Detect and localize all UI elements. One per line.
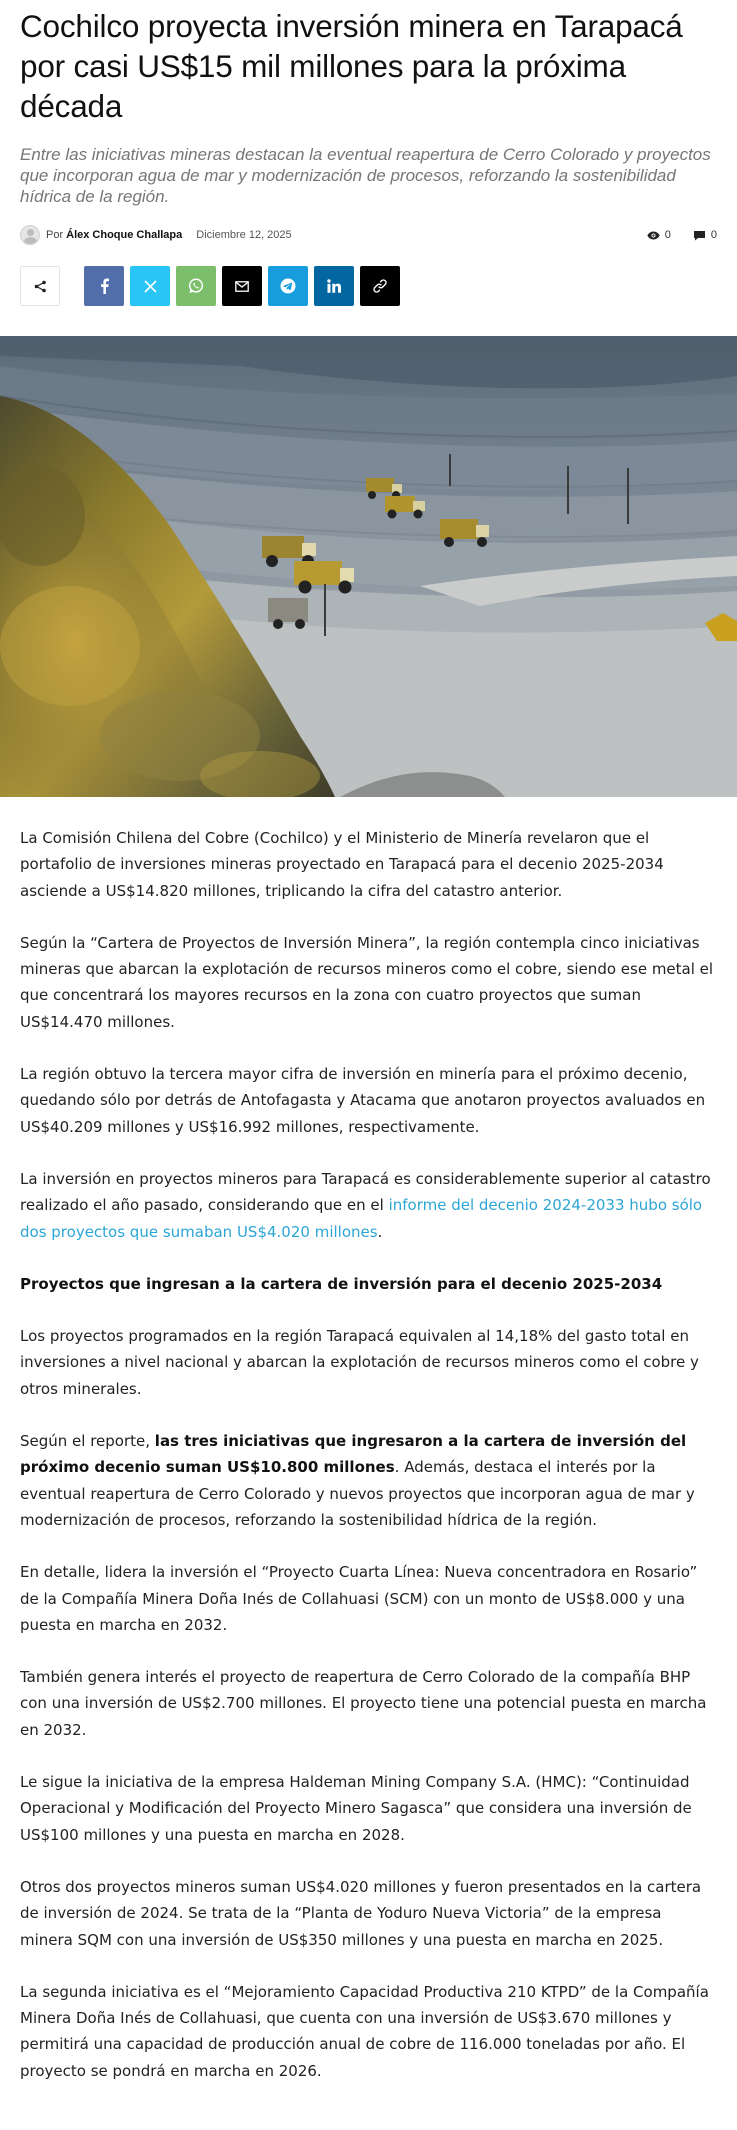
paragraph: Le sigue la iniciativa de la empresa Haldeman Mining Company S.A. (HMC): “Continuidad Operacional y Modificación del Proyecto Minero Sagasca” que considera una inversión de US$100 millones y una puesta en marcha en 2028.	[20, 1773, 692, 1844]
facebook-icon	[100, 278, 109, 294]
paragraph-text: . Además, destaca el interés por la eventual reapertura de Cerro Colorado y nuevos proyectos que incorporan agua de mar y modernización de procesos, reforzando la sostenibilidad hídrica de la región.	[20, 1458, 695, 1529]
views-count: 0	[664, 229, 671, 241]
paragraph-text: .	[377, 1222, 383, 1241]
article-header	[0, 0, 737, 306]
section-heading-text: Proyectos que ingresan a la cartera de inversión para el decenio 2025-2034	[20, 1274, 663, 1293]
views-counter	[647, 229, 671, 241]
linkedin-icon	[327, 279, 341, 293]
paragraph: Otros dos proyectos mineros suman US$4.020 millones y fueron presentados en la cartera de inversión de 2024. Se trata de la “Planta de Yoduro Nueva Victoria” de la empresa minera SQM con una inversión de US$350 millones y una puesta en marcha en 2025.	[20, 1877, 702, 1949]
comment-icon	[693, 230, 706, 241]
paragraph-with-link	[20, 1166, 717, 1245]
bold-text: las tres iniciativas que ingresaron a la cartera de inversión del próximo decenio suman US$10.800 millones	[20, 1432, 687, 1477]
paragraph-text: La inversión en proyectos mineros para Tarapacá es considerablemente superior al catastro realizado el año pasado, considerando que en el	[20, 1169, 711, 1215]
x-share-button[interactable]	[130, 266, 170, 306]
copy-link-icon	[373, 279, 387, 293]
article-body	[0, 797, 737, 2130]
featured-image	[0, 336, 737, 797]
comments-count: 0	[710, 229, 717, 241]
author-link[interactable]: Álex Choque Challapa	[66, 229, 183, 241]
paragraph: Según la “Cartera de Proyectos de Inversión Minera”, la región contempla cinco iniciativas mineras que abarcan la explotación de recursos mineros como el cobre, siendo ese metal el que concentrará los mayores recursos en la zona con cuatro proyectos que suman US$14.470 millones.	[20, 933, 714, 1031]
paragraph: La Comisión Chilena del Cobre (Cochilco) y el Ministerio de Minería revelaron que el portafolio de inversiones mineras proyectado en Tarapacá para el decenio 2025-2034 asciende a US$14.820 millones, triplicando la cifra del catastro anterior.	[20, 829, 664, 900]
linkedin-share-button[interactable]	[314, 266, 354, 306]
share-button[interactable]	[20, 266, 60, 306]
paragraph: En detalle, lidera la inversión el “Proyecto Cuarta Línea: Nueva concentradora en Rosario” de la Compañía Minera Doña Inés de Collahuasi (SCM) con un monto de US$8.000 y una puesta en marcha en 2032.	[20, 1563, 698, 1634]
email-icon	[235, 281, 249, 292]
telegram-icon	[280, 278, 296, 294]
whatsapp-icon	[188, 278, 204, 294]
publish-date: Diciembre 12, 2025	[196, 229, 292, 241]
share-bar	[20, 266, 717, 306]
byline-prefix: Por	[46, 229, 64, 241]
paragraph: También genera interés el proyecto de reapertura de Cerro Colorado de la compañía BHP con una inversión de US$2.700 millones. El proyecto tiene una potencial puesta en marcha en 2032.	[20, 1668, 707, 1739]
paragraph: La segunda iniciativa es el “Mejoramiento Capacidad Productiva 210 KTPD” de la Compañía Minera Doña Inés de Collahuasi, que cuenta con una inversión de US$3.670 millones y permitirá una capacidad de producción anual de cobre de 116.000 toneladas por año. El proyecto se pondrá en marcha en 2026.	[20, 1982, 709, 2080]
section-heading	[20, 1271, 717, 1297]
email-share-button[interactable]	[222, 266, 262, 306]
telegram-share-button[interactable]	[268, 266, 308, 306]
article-subtitle: Entre las iniciativas mineras destacan la eventual reapertura de Cerro Colorado y proyectos que incorporan agua de mar y modernización de procesos, reforzando la sostenibilidad hídrica de la región.	[20, 145, 711, 206]
author-avatar[interactable]	[20, 225, 40, 245]
eye-icon	[647, 231, 660, 240]
paragraph-with-bold	[20, 1428, 717, 1533]
comments-counter[interactable]	[693, 229, 717, 241]
paragraph: La región obtuvo la tercera mayor cifra de inversión en minería para el próximo decenio, quedando sólo por detrás de Antofagasta y Atacama que anotaron proyectos avaluados en US$40.209 millones y US$16.992 millones, respectivamente.	[20, 1065, 706, 1136]
article-meta	[20, 224, 717, 246]
whatsapp-share-button[interactable]	[176, 266, 216, 306]
report-link[interactable]: informe del decenio 2024-2033 hubo sólo dos proyectos que sumaban US$4.020 millones	[20, 1196, 703, 1241]
paragraph: Los proyectos programados en la región Tarapacá equivalen al 14,18% del gasto total en inversiones a nivel nacional y abarcan la explotación de recursos mineros como el cobre y otros minerales.	[20, 1327, 699, 1398]
paragraph-text: Según el reporte,	[20, 1432, 155, 1451]
facebook-share-button[interactable]	[84, 266, 124, 306]
share-icon	[34, 280, 47, 293]
article-stats	[647, 229, 717, 241]
x-icon	[144, 280, 157, 293]
copy-link-button[interactable]	[360, 266, 400, 306]
open-pit-mine-photo	[0, 336, 737, 797]
article-title: Cochilco proyecta inversión minera en Tarapacá por casi US$15 mil millones para la próxima década	[20, 8, 683, 124]
